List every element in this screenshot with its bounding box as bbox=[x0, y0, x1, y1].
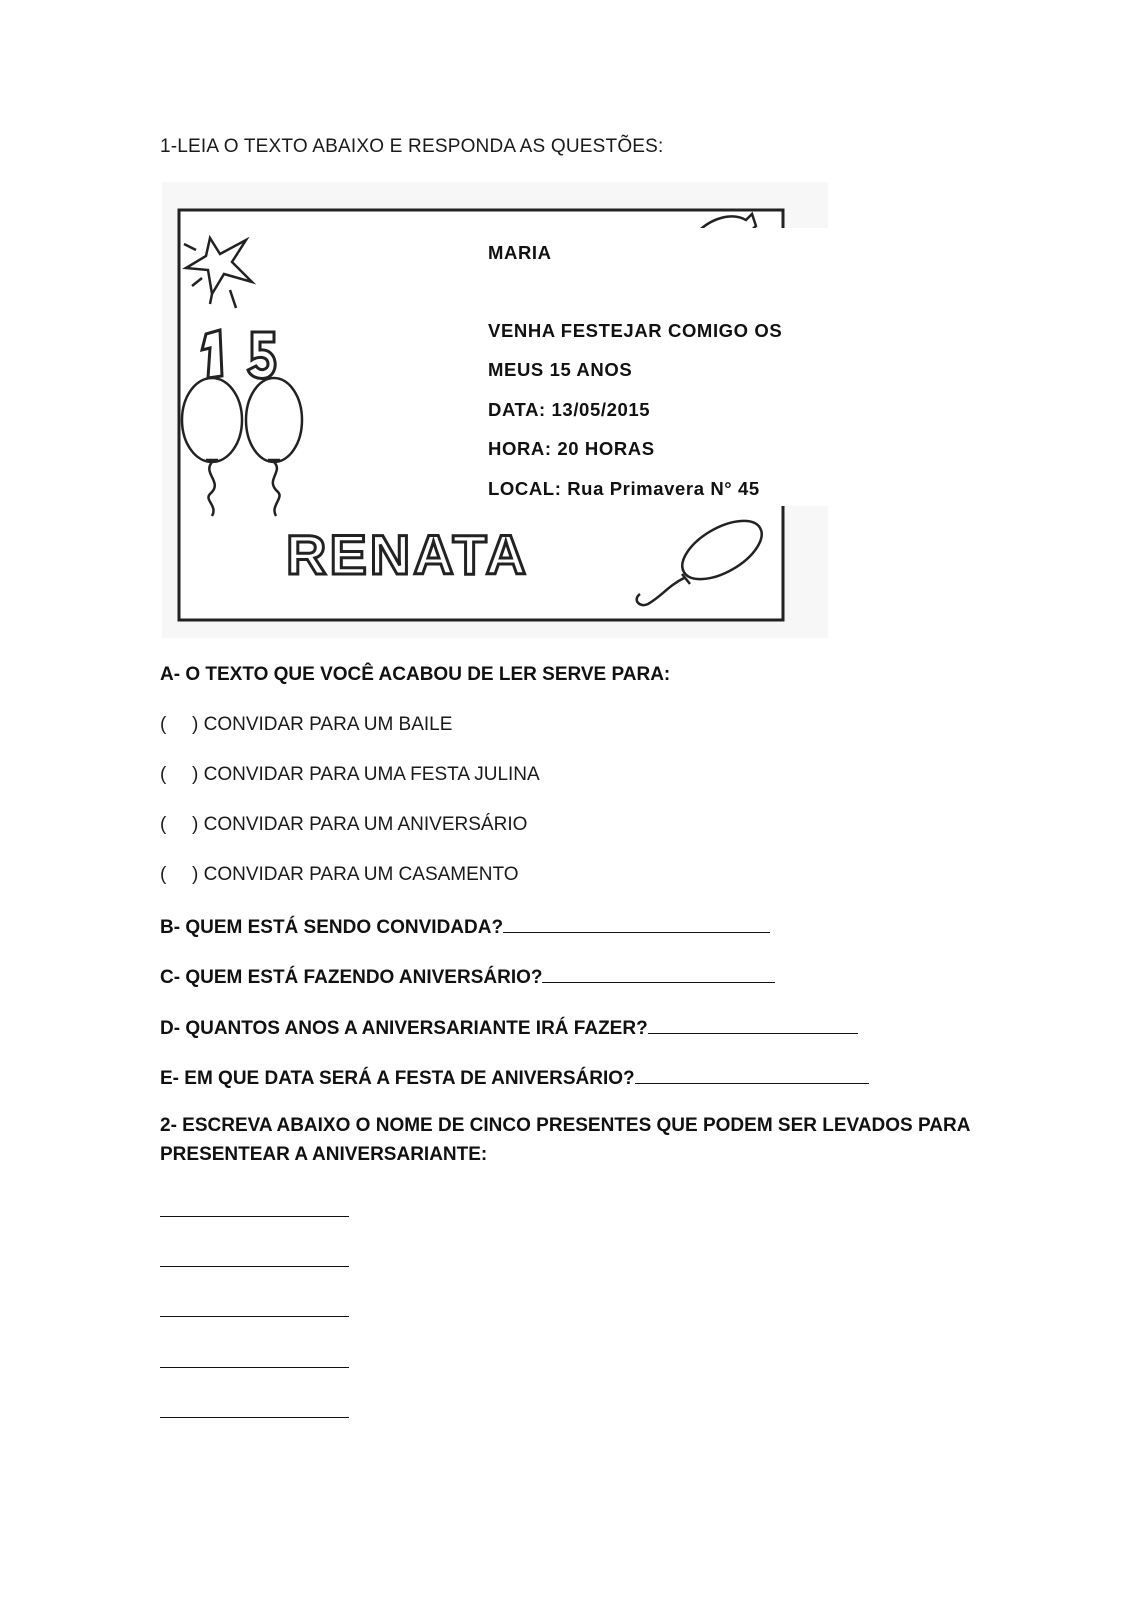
option-paren: ( bbox=[160, 864, 167, 885]
gift-answer-line-2[interactable] bbox=[160, 1266, 349, 1267]
question-2-line-2: PRESENTEAR A ANIVERSARIANTE: bbox=[160, 1144, 488, 1165]
gift-answer-line-4[interactable] bbox=[160, 1367, 349, 1368]
option-paren: ( bbox=[160, 814, 167, 835]
question-d bbox=[160, 1015, 858, 1040]
question-b bbox=[160, 914, 770, 939]
gift-answer-line-1[interactable] bbox=[160, 1216, 349, 1217]
answer-blank-c[interactable] bbox=[542, 964, 775, 983]
invitation-text-box bbox=[472, 228, 844, 506]
exercise-instruction: 1-LEIA O TEXTO ABAIXO E RESPONDA AS QUESTÕES: bbox=[160, 136, 664, 157]
invitation-card bbox=[162, 182, 828, 638]
invitation-place: LOCAL: Rua Primavera N° 45 bbox=[488, 478, 760, 499]
invitation-date: DATA: 13/05/2015 bbox=[488, 399, 651, 420]
option-3[interactable] bbox=[160, 814, 527, 836]
option-1[interactable] bbox=[160, 714, 452, 736]
question-e bbox=[160, 1065, 869, 1090]
option-paren: ( bbox=[160, 714, 167, 735]
option-label: ) CONVIDAR PARA UM BAILE bbox=[192, 714, 453, 735]
answer-blank-b[interactable] bbox=[503, 914, 770, 933]
option-2[interactable] bbox=[160, 764, 540, 786]
invitation-guest: MARIA bbox=[488, 242, 552, 263]
renata-name-art: RENATA bbox=[286, 523, 530, 586]
question-d-text: D- QUANTOS ANOS A ANIVERSARIANTE IRÁ FAZER? bbox=[160, 1018, 648, 1039]
option-label: ) CONVIDAR PARA UM CASAMENTO bbox=[192, 864, 519, 885]
option-label: ) CONVIDAR PARA UMA FESTA JULINA bbox=[192, 764, 540, 785]
gift-answer-line-5[interactable] bbox=[160, 1417, 349, 1418]
invitation-time: HORA: 20 HORAS bbox=[488, 438, 655, 459]
question-a-prompt: A- O TEXTO QUE VOCÊ ACABOU DE LER SERVE PARA: bbox=[160, 664, 671, 685]
option-paren: ( bbox=[160, 764, 167, 785]
question-c-text: C- QUEM ESTÁ FAZENDO ANIVERSÁRIO? bbox=[160, 967, 543, 988]
question-b-text: B- QUEM ESTÁ SENDO CONVIDADA? bbox=[160, 917, 504, 938]
answer-blank-e[interactable] bbox=[635, 1065, 869, 1084]
question-c bbox=[160, 964, 775, 989]
answer-blank-d[interactable] bbox=[648, 1015, 858, 1034]
gift-answer-line-3[interactable] bbox=[160, 1316, 349, 1317]
invitation-line-2: MEUS 15 ANOS bbox=[488, 359, 633, 380]
question-2-line-1: 2- ESCREVA ABAIXO O NOME DE CINCO PRESENTES QUE PODEM SER LEVADOS PARA bbox=[160, 1115, 971, 1136]
option-label: ) CONVIDAR PARA UM ANIVERSÁRIO bbox=[192, 814, 528, 835]
invitation-line-1: VENHA FESTEJAR COMIGO OS bbox=[488, 320, 783, 341]
question-e-text: E- EM QUE DATA SERÁ A FESTA DE ANIVERSÁRIO? bbox=[160, 1068, 635, 1089]
option-4[interactable] bbox=[160, 864, 519, 886]
